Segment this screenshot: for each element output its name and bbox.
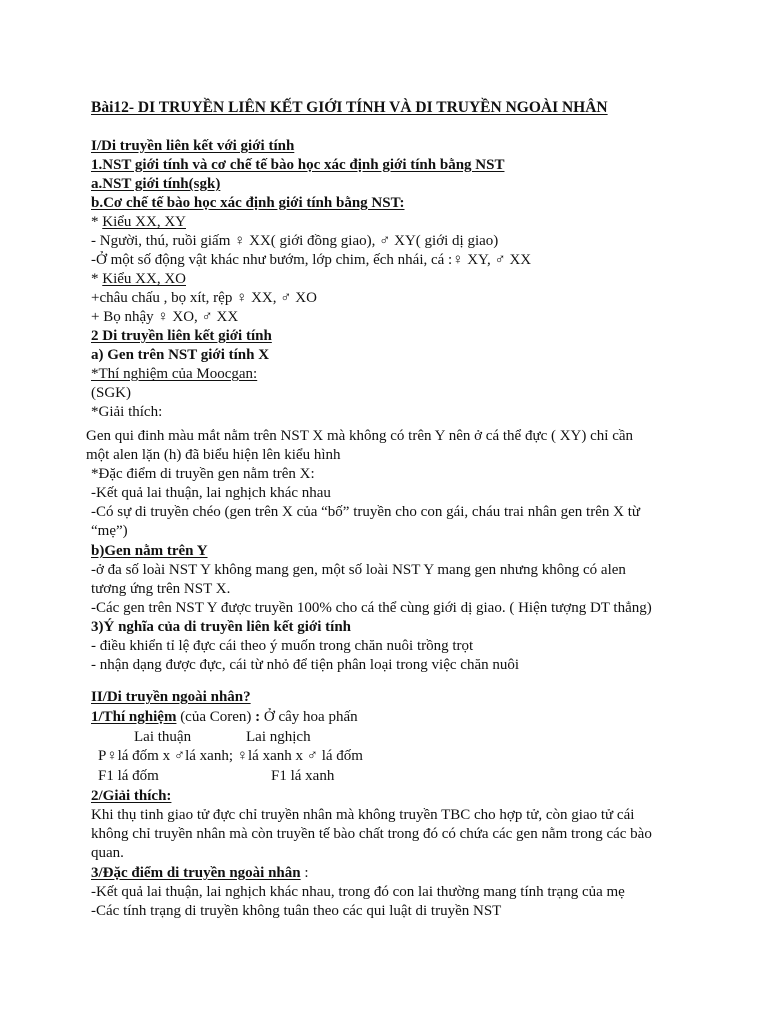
features-line xyxy=(91,864,309,883)
explain-label: *Giải thích: xyxy=(91,404,163,420)
explain-line1: Gen qui đinh màu mắt nằm trên NST X mà không có trên Y nên ở cá thể đực ( XY) chỉ cần xyxy=(86,428,634,444)
exp-colon: : xyxy=(255,709,261,725)
traits-label: *Đặc điểm di truyền gen nằm trên X: xyxy=(91,466,315,482)
sub3-heading: 3)Ý nghĩa của di truyền liên kết giới tính xyxy=(91,619,352,635)
trait2-line2: “mẹ”) xyxy=(91,523,128,539)
gene-x-heading: a) Gen trên NST giới tính X xyxy=(91,347,270,363)
experiment-label: *Thí nghiệm của Moocgan: xyxy=(91,366,258,382)
explain2-line3: quan. xyxy=(91,845,124,861)
features-colon: : xyxy=(300,865,309,881)
exp-line xyxy=(91,708,358,727)
cross-forward-label: Lai thuận xyxy=(134,729,192,745)
p-cross-line xyxy=(98,747,363,766)
line-human: - Người, thú, ruồi giấm ♀ XX( giới đồng giao), ♂ XY( giới dị giao) xyxy=(91,233,499,249)
trait1: -Kết quả lai thuận, lai nghịch khác nhau xyxy=(91,485,331,501)
explain-line2: một alen lặn (h) đã biểu hiện lên kiểu hình xyxy=(86,447,341,463)
meaning1: - điều khiển tỉ lệ đực cái theo ý muốn trong chăn nuôi trồng trọt xyxy=(91,638,474,654)
explain2-line2: không chỉ truyền nhân mà còn truyền tế bào chất trong đó có chứa các gen nằm trong các bào xyxy=(91,826,652,842)
gene-y-line3: -Các gen trên NST Y được truyền 100% cho cá thể cùng giới dị giao. ( Hiện tượng DT thẳng) xyxy=(91,600,652,616)
cross-reverse-label: Lai nghịch xyxy=(246,729,311,745)
section2-heading: II/Di truyền ngoài nhân? xyxy=(91,689,251,705)
f1-forward: F1 lá đốm xyxy=(98,768,159,784)
document-title: Bài12- DI TRUYỀN LIÊN KẾT GIỚI TÍNH VÀ DI TRUYỀN NGOÀI NHÂN xyxy=(91,99,608,116)
type-xx-xy-line xyxy=(91,213,186,232)
exp-heading: 1/Thí nghiệm xyxy=(91,709,177,725)
type-xx-xo-line xyxy=(91,270,186,289)
line-animals: -Ở một số động vật khác như bướm, lớp chim, ếch nhái, cá :♀ XY, ♂ XX xyxy=(91,252,532,268)
type-xx-xy: Kiểu XX, XY xyxy=(102,214,186,230)
f1-reverse: F1 lá xanh xyxy=(271,768,335,784)
b-heading: b.Cơ chế tế bào học xác định giới tính bằng NST: xyxy=(91,195,405,211)
sgk-note: (SGK) xyxy=(91,385,131,401)
explain2-heading: 2/Giải thích: xyxy=(91,788,172,804)
trait2-line1: -Có sự di truyền chéo (gen trên X của “bố” truyền cho con gái, cháu trai nhân gen trên X từ xyxy=(91,504,640,520)
line-grasshopper: +châu chấu , bọ xít, rệp ♀ XX, ♂ XO xyxy=(91,290,317,306)
exp-text: (của Coren) xyxy=(176,709,256,725)
type-xx-xo-prefix: * xyxy=(91,271,103,287)
a-heading: a.NST giới tính(sgk) xyxy=(91,176,221,192)
section1-heading: I/Di truyền liên kết với giới tính xyxy=(91,138,295,154)
gene-y-heading: b)Gen nằm trên Y xyxy=(91,543,208,559)
features-heading: 3/Đặc điểm di truyền ngoài nhân xyxy=(91,865,301,881)
meaning2: - nhận dạng được đực, cái từ nhỏ để tiện phân loại trong việc chăn nuôi xyxy=(91,657,520,673)
sub1-heading: 1.NST giới tính và cơ chế tế bào học xác định giới tính bằng NST xyxy=(91,157,505,173)
type-xx-xy-prefix: * xyxy=(91,214,103,230)
type-xx-xo: Kiểu XX, XO xyxy=(102,271,186,287)
explain2-line1: Khi thụ tinh giao tử đực chỉ truyền nhân mà không truyền TBC cho hợp tử, còn giao tử cái xyxy=(91,807,635,823)
feature2: -Các tính trạng di truyền không tuân theo các qui luật di truyền NST xyxy=(91,903,502,919)
p-reverse: ♀lá xanh x ♂ lá đốm xyxy=(236,748,363,764)
feature1: -Kết quả lai thuận, lai nghịch khác nhau, trong đó con lai thường mang tính trạng của mẹ xyxy=(91,884,625,900)
gene-y-line2: tương ứng trên NST X. xyxy=(91,581,231,597)
gene-y-line1: -ở đa số loài NST Y không mang gen, một số loài NST Y mang gen nhưng không có alen xyxy=(91,562,626,578)
p-forward: P♀lá đốm x ♂lá xanh; xyxy=(98,748,237,764)
sub2-heading: 2 Di truyền liên kết giới tính xyxy=(91,328,272,344)
exp-tail: Ở cây hoa phấn xyxy=(260,709,358,725)
line-flea: + Bọ nhậy ♀ XO, ♂ XX xyxy=(91,309,239,325)
